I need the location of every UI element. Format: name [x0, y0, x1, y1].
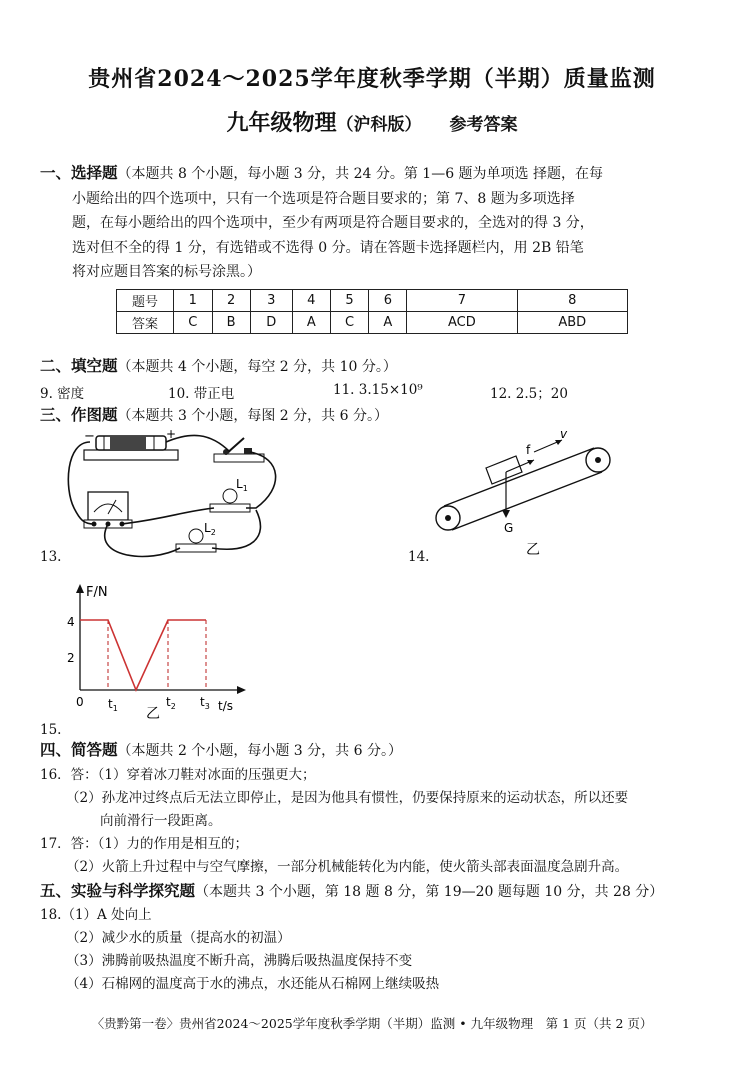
table-row: [117, 290, 628, 312]
lamp-l2-letter: L: [204, 521, 211, 535]
y-axis-label: F/N: [86, 585, 108, 600]
lamp-l2-icon: [189, 529, 203, 543]
q15-label: 15.: [40, 722, 62, 738]
fig14-caption: 乙: [526, 542, 540, 558]
section-1: [40, 161, 712, 285]
page-title: 贵州省2024～2025学年度秋季学期（半期）质量监测: [88, 66, 656, 92]
box-icon: [486, 456, 522, 484]
table-cell: 3: [250, 290, 292, 312]
battery-plus: +: [166, 428, 177, 441]
answer-16-1: 16．答：（1）穿着冰刀鞋对冰面的压强更大；: [40, 767, 316, 783]
answer-17-1: 17．答：（1）力的作用是相互的；: [40, 836, 249, 852]
section-4-heading: 四、简答题: [40, 740, 118, 759]
battery-cell: [110, 436, 146, 450]
battery-minus: −: [84, 429, 95, 444]
table-row: [117, 312, 628, 334]
page-subtitle: [0, 106, 744, 137]
section-2-header: [40, 354, 397, 380]
table-cell: 7: [407, 290, 517, 312]
t1-sub: 1: [112, 704, 118, 713]
answer-18-2: （2）减少水的质量（提高水的初温）: [66, 930, 291, 946]
velocity-label: v: [560, 427, 568, 441]
belt-bottom: [452, 472, 602, 530]
t3-letter: t: [200, 695, 205, 709]
force-series-line: [80, 620, 206, 690]
section-1-heading: 一、选择题: [40, 163, 118, 182]
wire: [212, 510, 260, 549]
answer-16-2: （2）孙龙冲过终点后无法立即停止，是因为他具有惯性，仍要保持原来的运动状态，所以还要: [66, 790, 629, 806]
page-footer: 〈贵黔第一卷〉贵州省2024～2025学年度秋季学期（半期）监测 • 九年级物理 第 1 页（共 2 页）: [91, 1016, 653, 1031]
section-1-desc: [40, 161, 712, 285]
lamp-l1-sub: 1: [242, 484, 248, 493]
gravity-arrowhead: [502, 510, 510, 518]
q13-label: 13.: [40, 549, 62, 565]
table-cell: 2: [212, 290, 250, 312]
table-cell: 题号: [117, 290, 174, 312]
t1-letter: t: [108, 697, 113, 711]
x-tick-t3: [200, 695, 210, 711]
fig15-caption: 乙: [146, 706, 160, 720]
lamp-l1-icon: [223, 489, 237, 503]
t3-sub: 3: [204, 702, 210, 711]
belt-top: [444, 448, 594, 506]
table-cell: 8: [517, 290, 628, 312]
origin-label: 0: [76, 695, 84, 709]
section-2-desc: （本题共 4 个小题，每空 2 分，共 10 分。）: [117, 359, 397, 375]
table-cell: 6: [369, 290, 407, 312]
section-4-desc: （本题共 2 个小题，每小题 3 分，共 6 分。）: [117, 743, 402, 759]
answer-17-2: （2）火箭上升过程中与空气摩擦，一部分机械能转化为内能，使火箭头部表面温度急剧升高。: [66, 859, 629, 875]
table-cell: ACD: [407, 312, 517, 334]
voltmeter-icon: [88, 492, 128, 520]
table-cell: D: [250, 312, 292, 334]
x-tick-t1: [108, 697, 118, 713]
table-cell: C: [330, 312, 369, 334]
x-tick-t2: [166, 695, 176, 711]
conveyor-figure: [430, 426, 620, 562]
desc-line: （本题共 8 个小题，每小题 3 分，共 24 分。第 1—6 题为单项选 择题，在每: [117, 166, 604, 182]
answer-16-2-cont: 向前滑行一段距离。: [100, 813, 222, 829]
section-3-desc: （本题共 3 个小题，每图 2 分，共 6 分。）: [117, 408, 388, 424]
roller-left-axle: [445, 515, 451, 521]
fill-answer-11: 11. 3.15×10⁹: [333, 382, 423, 398]
gravity-label: G: [504, 521, 514, 535]
x-axis-label: t/s: [218, 699, 233, 713]
fill-answer-12: 12. 2.5；20: [490, 386, 568, 402]
table-cell: A: [292, 312, 330, 334]
y-axis-arrowhead: [76, 584, 84, 593]
t2-letter: t: [166, 695, 171, 709]
circuit-figure: [60, 428, 280, 566]
table-cell: A: [369, 312, 407, 334]
switch-contact: [244, 448, 252, 454]
desc-line: 选对但不全的得 1 分，有选错或不选得 0 分。请在答题卡选择题栏内，用 2B 铅笔: [72, 239, 584, 256]
battery-base: [84, 450, 178, 460]
subject-label: 九年级物理: [226, 110, 337, 136]
answer-18-1: 18.（1）A 处向上: [40, 907, 152, 923]
section-2-heading: 二、填空题: [40, 356, 118, 375]
desc-line: 小题给出的四个选项中，只有一个选项是符合题目要求的；第 7、8 题为多项选择: [72, 190, 575, 207]
switch-base: [214, 454, 264, 462]
section-3-header: [40, 403, 388, 429]
q14-label: 14.: [408, 549, 430, 565]
t2-sub: 2: [170, 702, 176, 711]
y-tick-2: 2: [67, 651, 75, 665]
lamp-l2-sub: 2: [210, 528, 216, 537]
table-cell: 5: [330, 290, 369, 312]
answer-table: [116, 289, 628, 334]
table-cell: B: [212, 312, 250, 334]
friction-label: f: [526, 443, 531, 457]
table-cell: 1: [174, 290, 213, 312]
y-tick-4: 4: [67, 615, 75, 629]
section-5-heading: 五、实验与科学探究题: [40, 881, 196, 900]
fill-answer-9: 9. 密度: [40, 386, 85, 402]
lamp-l1-letter: L: [236, 477, 243, 491]
section-5-desc: （本题共 3 个小题，第 18 题 8 分，第 19—20 题每题 10 分，共 28 分）: [195, 884, 664, 900]
wire: [105, 524, 180, 556]
roller-right-axle: [595, 457, 601, 463]
table-cell: C: [174, 312, 213, 334]
lamp-l1-label: [236, 477, 248, 493]
table-cell: 4: [292, 290, 330, 312]
table-cell: ABD: [517, 312, 628, 334]
lamp-l2-base: [176, 544, 216, 552]
edition-label: （沪科版）: [336, 115, 422, 135]
answer-label: 参考答案: [449, 115, 518, 135]
lamp-l2-label: [204, 521, 216, 537]
force-time-chart: [64, 580, 264, 720]
section-4-header: [40, 738, 402, 764]
answer-18-4: （4）石棉网的温度高于水的沸点，水还能从石棉网上继续吸热: [66, 976, 440, 992]
answer-18-3: （3）沸腾前吸热温度不断升高，沸腾后吸热温度保持不变: [66, 953, 413, 969]
desc-line: 题，在每小题给出的四个选项中，至少有两项是符合题目要求的，全选对的得 3 分，: [72, 215, 594, 231]
section-3-heading: 三、作图题: [40, 405, 118, 424]
wire: [122, 508, 214, 524]
section-5-header: [40, 879, 663, 905]
lamp-l1-base: [210, 504, 250, 512]
fill-answer-10: 10. 带正电: [168, 386, 235, 402]
x-axis-arrowhead: [237, 686, 246, 694]
table-cell: 答案: [117, 312, 174, 334]
desc-line: 将对应题目答案的标号涂黑。）: [72, 264, 261, 280]
